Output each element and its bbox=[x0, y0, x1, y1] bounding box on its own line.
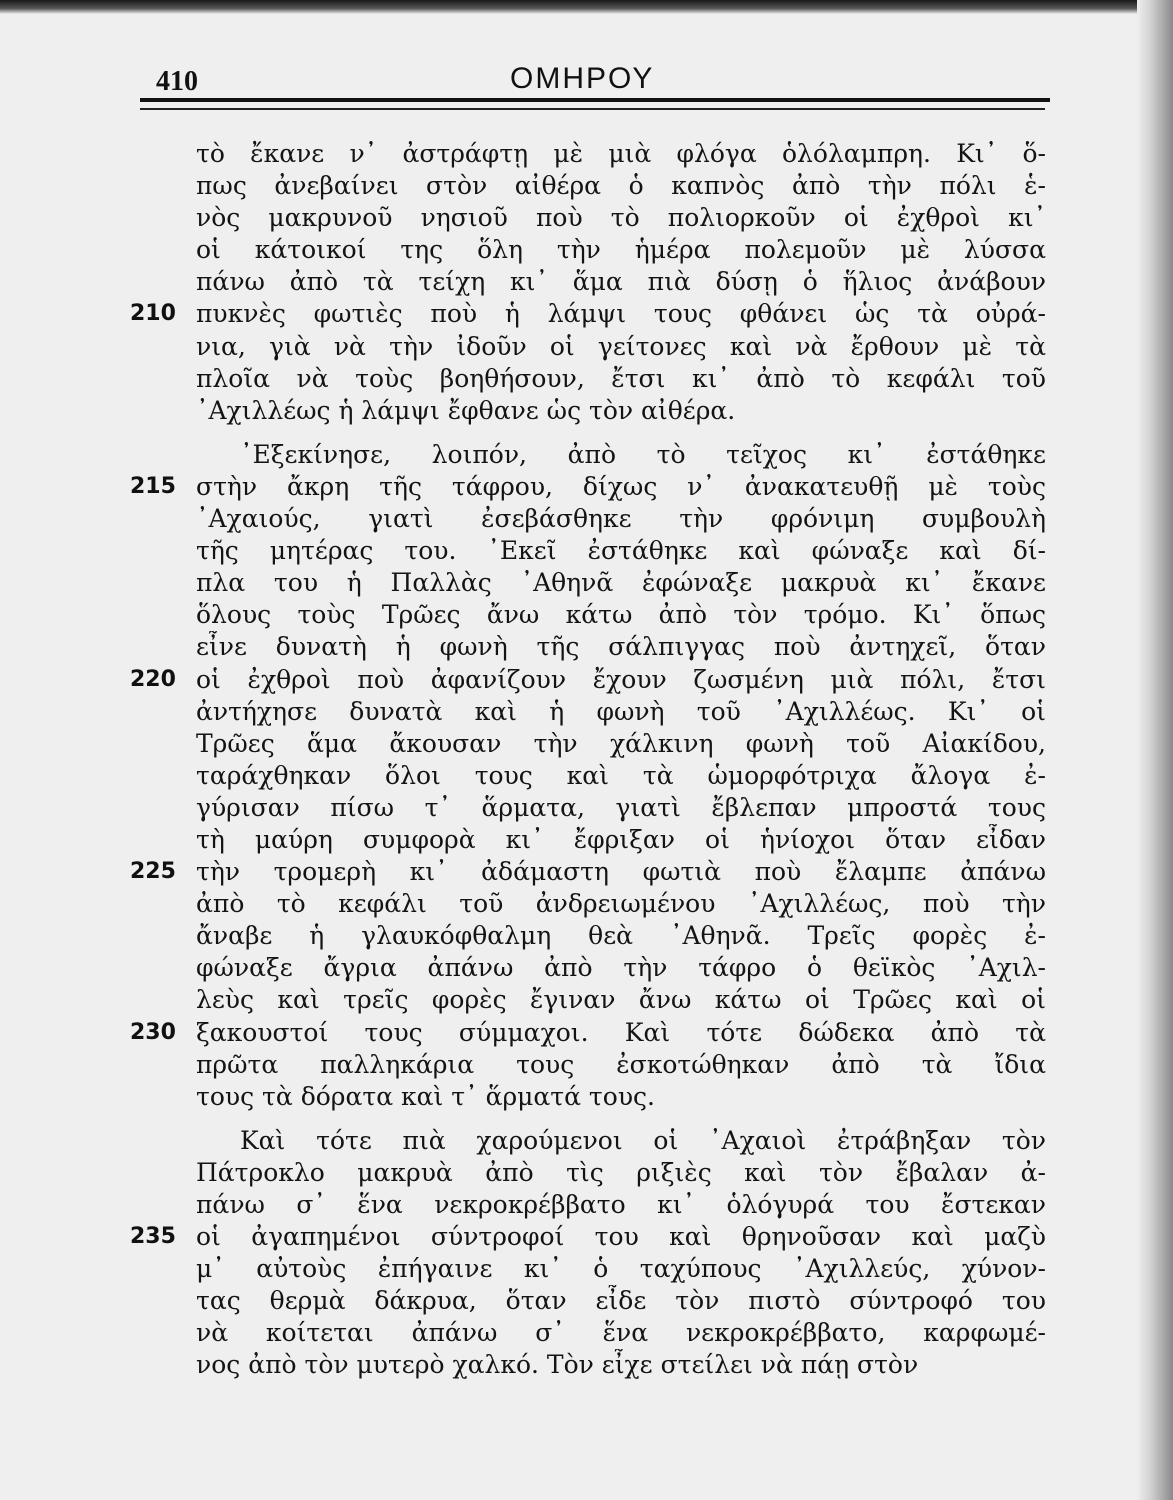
line-text: πρῶτα παλληκάρια τους ἐσκοτώθηκαν ἀπὸ τὰ ἴδια bbox=[196, 1049, 1046, 1079]
text-line bbox=[130, 1125, 1060, 1157]
text-line bbox=[130, 664, 1060, 696]
line-text: τας θερμὰ δάκρυα, ὅταν εἶδε τὸν πιστὸ σύντροφό του bbox=[196, 1286, 1046, 1316]
line-number: 215 bbox=[130, 473, 176, 499]
paragraph-gap bbox=[130, 1113, 1060, 1125]
line-number: 225 bbox=[130, 859, 176, 885]
text-line bbox=[130, 1317, 1060, 1349]
line-text: οἱ ἐχθροὶ ποὺ ἀφανίζουν ἔχουν ζωσμένη μιὰ πόλι, ἔτσι bbox=[196, 664, 1046, 694]
scan-shadow bbox=[0, 0, 1173, 14]
line-text: πλα του ἡ Παλλὰς ᾽Αθηνᾶ ἐφώναξε μακρυὰ κι᾽ ἔκανε bbox=[196, 568, 1046, 598]
text-line bbox=[130, 824, 1060, 856]
text-line bbox=[130, 331, 1060, 363]
text-line bbox=[130, 567, 1060, 599]
text-line bbox=[130, 1349, 1060, 1381]
text-line bbox=[130, 363, 1060, 395]
text-line bbox=[130, 202, 1060, 234]
text-line bbox=[130, 1049, 1060, 1081]
line-text: νὸς μακρυνοῦ νησιοῦ ποὺ τὸ πολιορκοῦν οἱ ἐχθροὶ κι᾽ bbox=[196, 203, 1046, 233]
text-line bbox=[130, 984, 1060, 1016]
paragraph-gap bbox=[130, 427, 1060, 439]
text-line bbox=[130, 266, 1060, 298]
line-text: πλοῖα νὰ τοὺς βοηθήσουν, ἔτσι κι᾽ ἀπὸ τὸ κεφάλι τοῦ bbox=[196, 363, 1046, 393]
line-text: ᾽Εξεκίνησε, λοιπόν, ἀπὸ τὸ τεῖχος κι᾽ ἐστάθηκε bbox=[240, 439, 1046, 469]
line-text: γύρισαν πίσω τ᾽ ἅρματα, γιατὶ ἔβλεπαν μπροστά τους bbox=[196, 792, 1046, 822]
text-line bbox=[130, 760, 1060, 792]
line-text: εἶνε δυνατὴ ἡ φωνὴ τῆς σάλπιγγας ποὺ ἀντηχεῖ, ὅταν bbox=[196, 632, 1046, 662]
line-text: νια, γιὰ νὰ τὴν ἰδοῦν οἱ γείτονες καὶ νὰ ἔρθουν μὲ τὰ bbox=[196, 331, 1046, 361]
text-line bbox=[130, 599, 1060, 631]
line-text: πάνω σ᾽ ἕνα νεκροκρέββατο κι᾽ ὁλόγυρά του ἔστεκαν bbox=[196, 1190, 1046, 1219]
line-text: φώναξε ἄγρια ἀπάνω ἀπὸ τὴν τάφρο ὁ θεϊκὸς ᾽Αχιλ- bbox=[196, 953, 1046, 983]
line-text: νὰ κοίτεται ἀπάνω σ᾽ ἕνα νεκροκρέββατο, καρφωμέ- bbox=[196, 1318, 1046, 1348]
text-line bbox=[130, 631, 1060, 663]
line-text: ξακουστοί τους σύμμαχοι. Καὶ τότε δώδεκα ἀπὸ τὰ bbox=[196, 1017, 1046, 1047]
line-text: νος ἀπὸ τὸν μυτερὸ χαλκό. Τὸν εἶχε στείλει νὰ πάῃ στὸν bbox=[196, 1350, 919, 1380]
line-text: τὸ ἔκανε ν᾽ ἀστράφτῃ μὲ μιὰ φλόγα ὁλόλαμπρη. Κι᾽ ὅ- bbox=[196, 139, 1046, 168]
line-text: οἱ ἀγαπημένοι σύντροφοί του καὶ θρηνοῦσαν καὶ μαζὺ bbox=[196, 1222, 1046, 1252]
line-text: ἀπὸ τὸ κεφάλι τοῦ ἀνδρειωμένου ᾽Αχιλλέως, ποὺ τὴν bbox=[196, 889, 1046, 919]
text-line bbox=[130, 395, 1060, 427]
text-line bbox=[130, 792, 1060, 824]
header-rule-thin bbox=[140, 108, 1045, 110]
text-line bbox=[130, 298, 1060, 330]
line-text: οἱ κάτοικοί της ὅλη τὴν ἡμέρα πολεμοῦν μὲ λύσσα bbox=[196, 235, 1046, 265]
line-text: τὴ μαύρη συμφορὰ κι᾽ ἔφριξαν οἱ ἡνίοχοι ὅταν εἶδαν bbox=[196, 824, 1046, 854]
page-number: 410 bbox=[156, 66, 198, 97]
line-number: 230 bbox=[130, 1019, 176, 1045]
line-text: Πάτροκλο μακρυὰ ἀπὸ τὶς ριξιὲς καὶ τὸν ἔβαλαν ἀ- bbox=[196, 1157, 1046, 1187]
header-rule bbox=[140, 98, 1050, 102]
page-header bbox=[140, 56, 1050, 96]
text-line bbox=[130, 170, 1060, 202]
line-text: ταράχθηκαν ὅλοι τους καὶ τὰ ὡμορφότριχα ἄλογα ἐ- bbox=[196, 760, 1046, 790]
text-line bbox=[130, 920, 1060, 952]
line-text: ἀντήχησε δυνατὰ καὶ ἡ φωνὴ τοῦ ᾽Αχιλλέως. Κι᾽ οἱ bbox=[196, 696, 1046, 726]
text-line bbox=[130, 471, 1060, 503]
line-text: πυκνὲς φωτιὲς ποὺ ἡ λάμψι τους φθάνει ὡς τὰ οὐρά- bbox=[196, 299, 1046, 329]
line-text: μ᾽ αὐτοὺς ἐπήγαινε κι᾽ ὁ ταχύπους ᾽Αχιλλεύς, χύνον- bbox=[196, 1254, 1046, 1284]
text-line bbox=[130, 439, 1060, 471]
running-head: ΟΜΗΡΟΥ bbox=[510, 62, 655, 95]
page-edge bbox=[1137, 0, 1173, 1500]
text-line bbox=[130, 138, 1060, 170]
line-text: πως ἀνεβαίνει στὸν αἰθέρα ὁ καπνὸς ἀπὸ τὴν πόλι ἑ- bbox=[196, 171, 1046, 201]
line-text: Καὶ τότε πιὰ χαρούμενοι οἱ ᾽Αχαιοὶ ἐτράβηξαν τὸν bbox=[240, 1125, 1046, 1155]
line-number: 235 bbox=[130, 1224, 176, 1250]
text-line bbox=[130, 696, 1060, 728]
text-line bbox=[130, 728, 1060, 760]
text-line bbox=[130, 952, 1060, 984]
line-text: Τρῶες ἅμα ἄκουσαν τὴν χάλκινη φωνὴ τοῦ Αἰακίδου, bbox=[196, 728, 1046, 758]
text-line bbox=[130, 1189, 1060, 1221]
line-text: πάνω ἀπὸ τὰ τείχη κι᾽ ἅμα πιὰ δύσῃ ὁ ἥλιος ἀνάβουν bbox=[196, 267, 1046, 297]
text-line bbox=[130, 1221, 1060, 1253]
line-text: τὴν τρομερὴ κι᾽ ἀδάμαστη φωτιὰ ποὺ ἔλαμπε ἀπάνω bbox=[196, 857, 1046, 887]
text-line bbox=[130, 503, 1060, 535]
body-text bbox=[130, 138, 1060, 1382]
line-text: στὴν ἄκρη τῆς τάφρου, δίχως ν᾽ ἀνακατευθῇ μὲ τοὺς bbox=[196, 471, 1046, 501]
text-line bbox=[130, 1253, 1060, 1285]
line-text: τῆς μητέρας του. ᾽Εκεῖ ἐστάθηκε καὶ φώναξε καὶ δί- bbox=[196, 536, 1046, 566]
line-text: λεὺς καὶ τρεῖς φορὲς ἔγιναν ἄνω κάτω οἱ Τρῶες καὶ οἱ bbox=[196, 985, 1046, 1015]
text-line bbox=[130, 888, 1060, 920]
text-line bbox=[130, 856, 1060, 888]
text-line bbox=[130, 1017, 1060, 1049]
text-line bbox=[130, 1285, 1060, 1317]
text-line bbox=[130, 1081, 1060, 1113]
line-text: ᾽Αχαιούς, γιατὶ ἐσεβάσθηκε τὴν φρόνιμη συμβουλὴ bbox=[196, 504, 1046, 534]
text-line bbox=[130, 1157, 1060, 1189]
line-text: ὅλους τοὺς Τρῶες ἄνω κάτω ἀπὸ τὸν τρόμο. Κι᾽ ὅπως bbox=[196, 600, 1046, 630]
line-number: 220 bbox=[130, 666, 176, 692]
line-text: ᾽Αχιλλέως ἡ λάμψι ἔφθανε ὡς τὸν αἰθέρα. bbox=[196, 395, 736, 425]
text-line bbox=[130, 234, 1060, 266]
line-text: ἄναβε ἡ γλαυκόφθαλμη θεὰ ᾽Αθηνᾶ. Τρεῖς φορὲς ἐ- bbox=[196, 921, 1046, 951]
text-line bbox=[130, 535, 1060, 567]
line-text: τους τὰ δόρατα καὶ τ᾽ ἅρματά τους. bbox=[196, 1081, 655, 1111]
line-number: 210 bbox=[130, 301, 176, 327]
